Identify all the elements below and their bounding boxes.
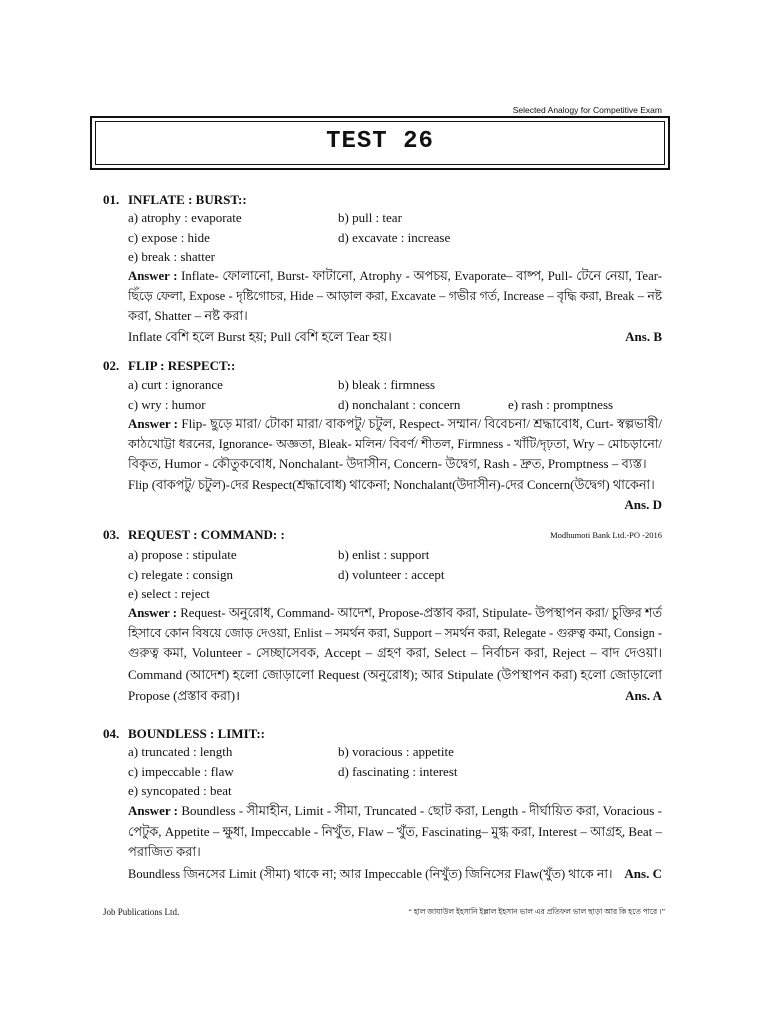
answer-text: Inflate- ফোলানো, Burst- ফাটানো, Atrophy - অপচয়, Evaporate– বাষ্প, Pull- টেনে নেয়া, Tear-	[181, 269, 662, 283]
option-a: a) truncated : length	[128, 744, 233, 759]
answer-text: Flip- ছুড়ে মারা/ টোকা মারা/ বাকপটু/ চটুল, Respect- সম্মান/ বিবেচনা/ শ্রদ্ধাবোধ, Curt- স্বল্পভাষী/	[181, 416, 663, 431]
option-a: a) atrophy : evaporate	[128, 210, 242, 225]
question-number: 01.	[103, 192, 120, 207]
option-b: b) enlist : support	[338, 547, 430, 562]
reason-line: Flip (বাকপটু/ চটুল)-দের Respect(শ্রদ্ধাবোধ) থাকেনা; Nonchalant(উদাসীন)-দের Concern(উদ্বেগ) থাকেনা।	[128, 478, 655, 492]
reason-line: Propose (প্রস্তাব করা)।	[128, 688, 241, 703]
option-e: e) select : reject	[128, 586, 210, 601]
answer-line: করা, Shatter – নষ্ট করা।	[128, 308, 248, 323]
option-d: d) fascinating : interest	[338, 764, 458, 779]
answer-label: Answer :	[128, 269, 178, 283]
question-number: 02.	[103, 358, 120, 373]
option-c: c) wry : humor	[128, 397, 206, 412]
answer-label: Answer :	[128, 606, 178, 620]
answer-line	[128, 603, 662, 623]
question-stem: FLIP : RESPECT::	[128, 358, 236, 373]
question-source: Modhumoti Bank Ltd.-PO -2016	[550, 530, 662, 540]
option-d: d) nonchalant : concern	[338, 397, 461, 412]
question-stem: REQUEST : COMMAND: :	[128, 527, 285, 542]
answer-text: Request- অনুরোধ, Command- আদেশ, Propose-প্রস্তাব করা, Stipulate- উপস্থাপন করা/ চুক্তির শর্ত	[180, 606, 662, 620]
answer-line: বিকৃত, Humor - কৌতুকবোধ, Nonchalant- উদাসীন, Concern- উদ্বেগ, Rash - দ্রুত, Promptness – ব্যস্ত।	[128, 456, 647, 471]
question-number: 03.	[103, 527, 120, 542]
question-number: 04.	[103, 726, 120, 741]
option-b: b) voracious : appetite	[338, 744, 454, 759]
title-box	[90, 116, 670, 170]
answer-line	[128, 414, 662, 434]
reason-line: Command (আদেশ) হলো জোড়ালো Request (অনুরোধ); আর Stipulate (উপস্থাপন করা) হলো জোড়ালো	[128, 667, 662, 682]
answer-line: গুরুত্ব কমা, Volunteer - সেচ্ছাসেবক, Accept – গ্রহণ করা, Select – নির্বাচন করা, Reject – বাদ দেওয়া।	[128, 645, 662, 660]
answer-line	[128, 266, 662, 286]
option-c: c) relegate : consign	[128, 567, 234, 582]
option-e: e) rash : promptness	[508, 397, 614, 412]
correct-answer: Ans. A	[625, 688, 662, 703]
question-stem: INFLATE : BURST::	[128, 192, 247, 207]
answer-label: Answer :	[128, 803, 179, 818]
question-stem: BOUNDLESS : LIMIT::	[128, 726, 266, 741]
option-b: b) bleak : firmness	[338, 377, 436, 392]
option-a: a) propose : stipulate	[128, 547, 237, 562]
reason-line: Inflate বেশি হলে Burst হয়; Pull বেশি হলে Tear হয়।	[128, 329, 392, 344]
option-b: b) pull : tear	[338, 210, 402, 225]
answer-line: ছিঁড়ে ফেলা, Expose - দৃষ্টিগোচর, Hide – আড়াল করা, Excavate – গভীর গর্ত, Increase – বৃদ্ধি করা, Break – নষ্ট	[128, 289, 662, 303]
answer-label: Answer :	[128, 416, 179, 431]
answer-text: Boundless - সীমাহীন, Limit - সীমা, Truncated - ছোট করা, Length - দীর্ঘায়িত করা, Voracious -	[181, 803, 663, 818]
option-a: a) curt : ignorance	[128, 377, 223, 392]
footer-publisher: Job Publications Ltd.	[103, 907, 180, 917]
answer-line: পরাজিত করা।	[128, 844, 201, 859]
answer-line	[128, 801, 662, 821]
correct-answer: Ans. B	[625, 329, 662, 344]
answer-line: হিসাবে কোন বিষয়ে জোড় দেওয়া, Enlist – সমর্থন করা, Support – সমর্থন করা, Relegate - গুরুত্ব কমা, Consign -	[128, 626, 662, 640]
correct-answer: Ans. C	[624, 866, 662, 881]
option-c: c) impeccable : flaw	[128, 764, 234, 779]
option-e: e) syncopated : beat	[128, 783, 232, 798]
answer-line: পেটুক, Appetite – ক্ষুধা, Impeccable - নিখুঁত, Flaw – খুঁত, Fascinating– মুগ্ধ করা, Interest – আগ্রহ, Beat –	[128, 824, 662, 839]
option-e: e) break : shatter	[128, 249, 215, 264]
option-d: d) excavate : increase	[338, 230, 451, 245]
reason-line: Boundless জিনসের Limit (সীমা) থাকে না; আর Impeccable (নিখুঁত) জিনিসের Flaw(খুঁত) থাকে না।	[128, 867, 613, 881]
option-c: c) expose : hide	[128, 230, 210, 245]
title-box-inner	[95, 121, 665, 165]
footer-quote: “ হাল জাযাউল ইহসানি ইল্লাল ইহসান ভাল এর প্রতিফল ভাল ছাড়া আর কি হতে পারে ।”	[408, 907, 665, 916]
correct-answer: Ans. D	[624, 497, 662, 512]
running-title: Selected Analogy for Competitive Exam	[512, 105, 662, 115]
option-d: d) volunteer : accept	[338, 567, 445, 582]
page-title: TEST 26	[326, 127, 434, 155]
answer-line: কাঠখোট্টা ধরনের, Ignorance- অজ্ঞতা, Bleak- মলিন/ বিবর্ণ/ শীতল, Firmness - খাঁটি/দৃঢ়তা, Wry – মোচড়ানো/	[128, 437, 662, 451]
